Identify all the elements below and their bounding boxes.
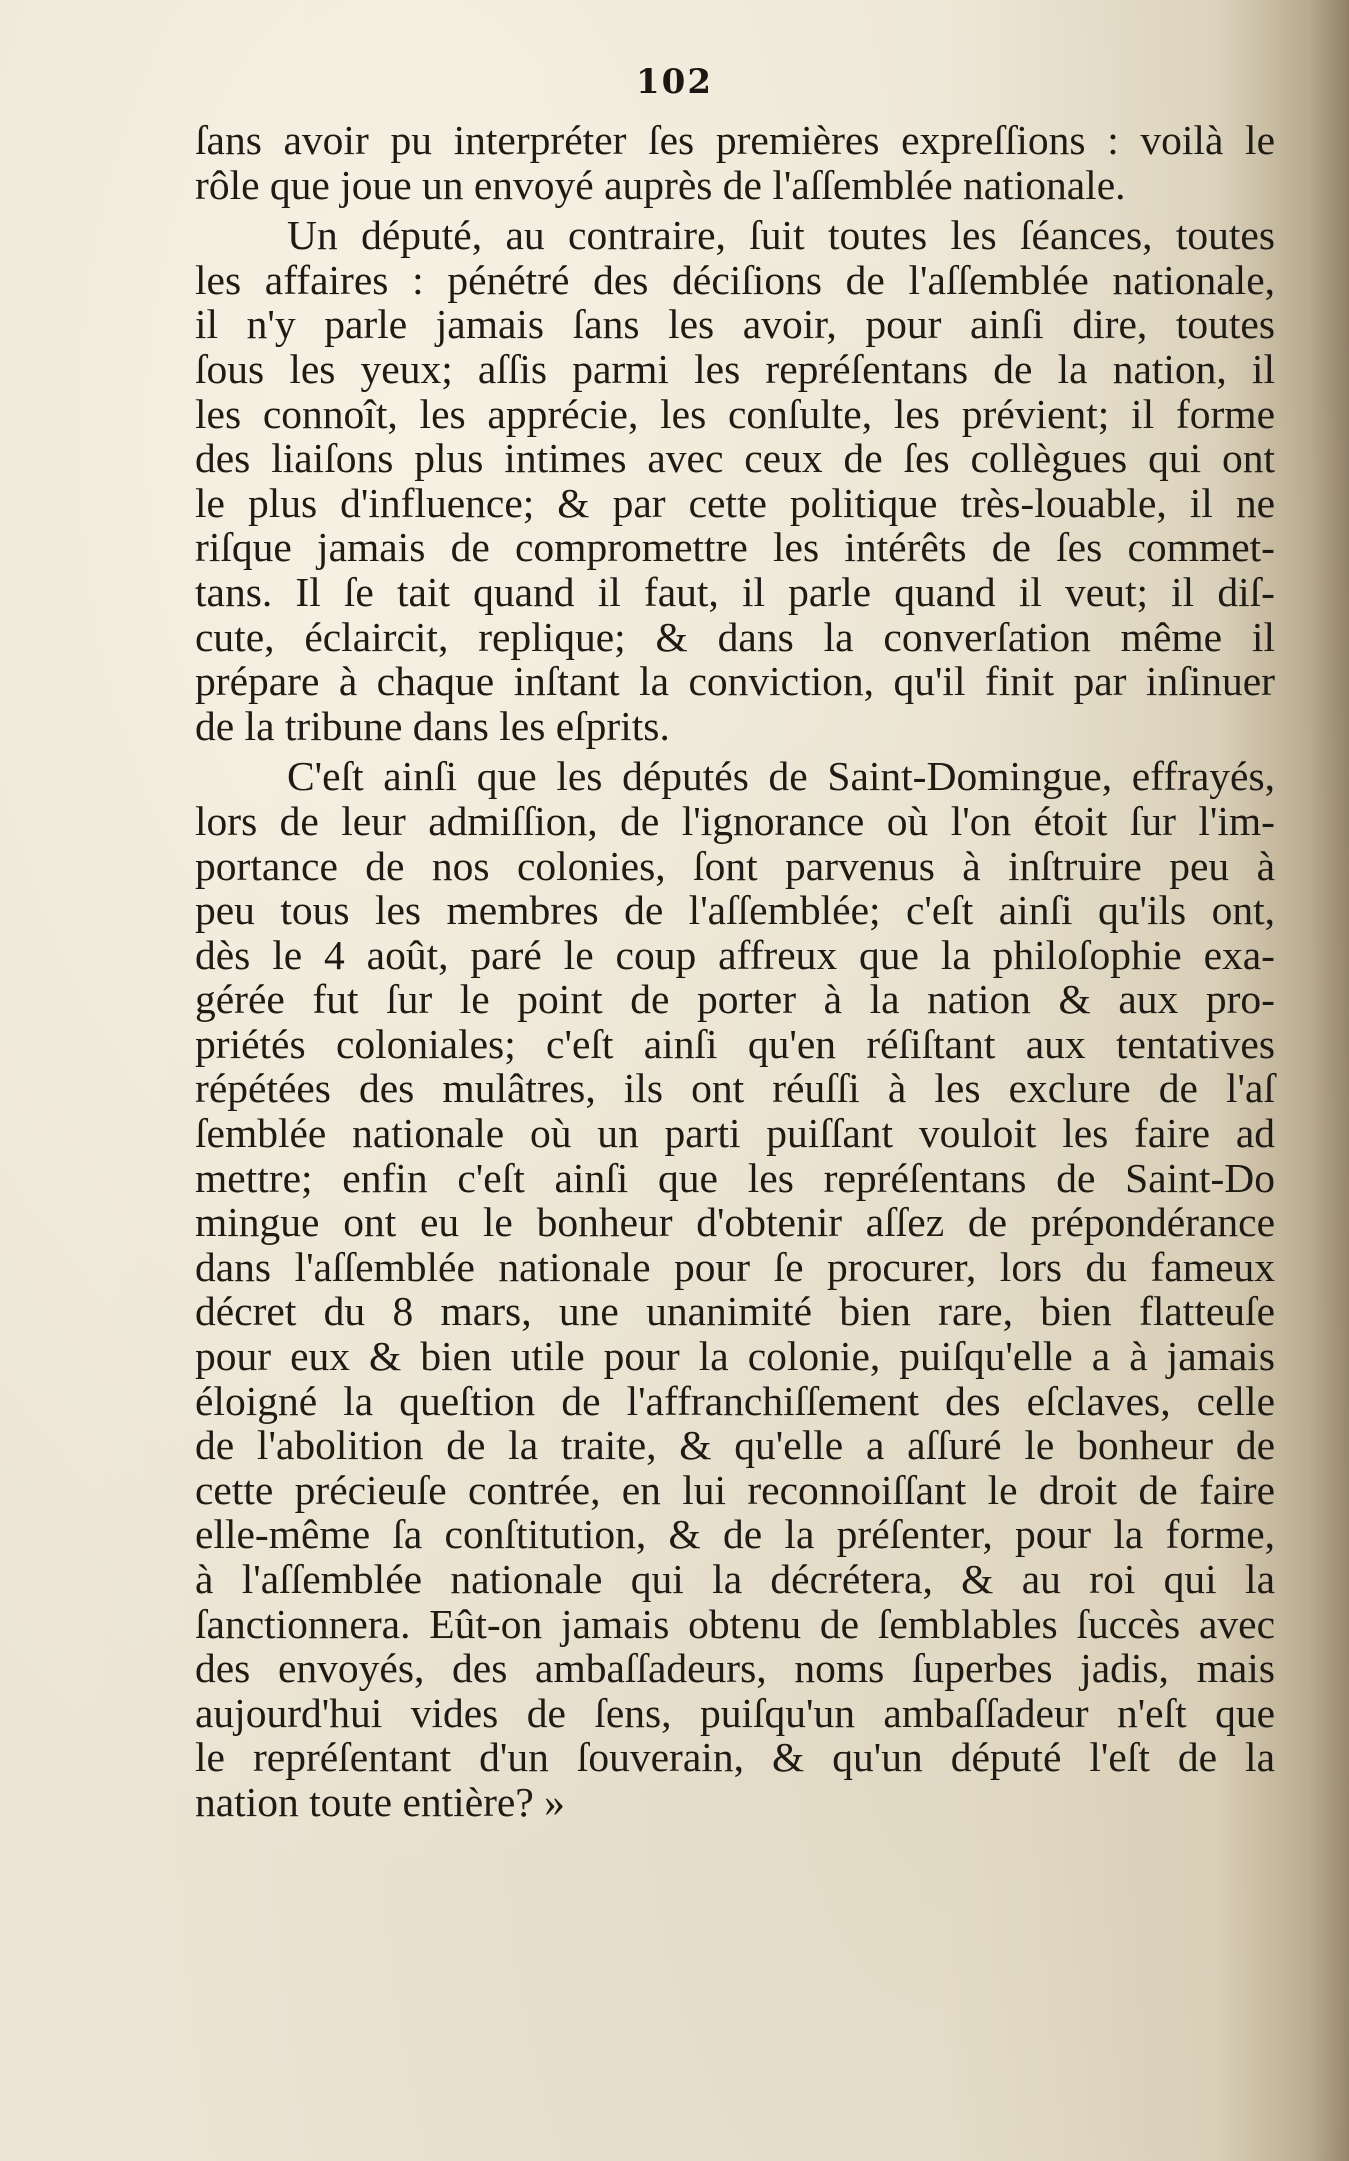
text-line: mettre; enfin c'eſt ainſi que les repréſentans de Saint-Do bbox=[195, 1154, 1275, 1201]
text-line: décret du 8 mars, une unanimité bien rare, bien flatteuſe bbox=[195, 1288, 1275, 1335]
text-line: C'eſt ainſi que les députés de Saint-Domingue, effrayés, bbox=[287, 753, 1275, 800]
text-line: ſans avoir pu interpréter ſes premières expreſſions : voilà le bbox=[195, 117, 1275, 163]
text-line: mingue ont eu le bonheur d'obtenir aſſez de prépondérance bbox=[195, 1199, 1275, 1246]
text-line: éloigné la queſtion de l'affranchiſſement des eſclaves, celle bbox=[195, 1377, 1275, 1424]
text-line: de l'abolition de la traite, & qu'elle a aſſuré le bonheur de bbox=[195, 1422, 1275, 1469]
text-line: nation toute entière? » bbox=[195, 1778, 565, 1825]
paragraph bbox=[195, 754, 1275, 1824]
paragraph bbox=[195, 118, 1275, 207]
text-line: des envoyés, des ambaſſadeurs, noms ſuperbes jadis, mais bbox=[195, 1645, 1275, 1692]
text-line: pour eux & bien utile pour la colonie, puiſqu'elle a à jamais bbox=[195, 1333, 1275, 1380]
text-line: tans. Il ſe tait quand il faut, il parle quand il veut; il diſ- bbox=[195, 568, 1275, 615]
text-line: priétés coloniales; c'eſt ainſi qu'en réſiſtant aux tentatives bbox=[195, 1020, 1275, 1067]
text-line: il n'y parle jamais ſans les avoir, pour ainſi dire, toutes bbox=[195, 301, 1275, 348]
page-number: 102 bbox=[636, 62, 713, 102]
text-line: aujourd'hui vides de ſens, puiſqu'un ambaſſadeur n'eſt que bbox=[195, 1689, 1275, 1736]
text-line: prépare à chaque inſtant la conviction, qu'il finit par inſinuer bbox=[195, 658, 1275, 705]
text-line: de la tribune dans les eſprits. bbox=[195, 702, 670, 749]
text-line: les affaires : pénétré des déciſions de l'aſſemblée nationale, bbox=[195, 256, 1275, 303]
text-line: dès le 4 août, paré le coup affreux que la philoſophie exa- bbox=[195, 931, 1275, 978]
text-line: ſous les yeux; aſſis parmi les repréſentans de la nation, il bbox=[195, 345, 1275, 392]
text-line: rôle que joue un envoyé auprès de l'aſſemblée nationale. bbox=[195, 161, 1126, 208]
text-line: cette précieuſe contrée, en lui reconnoiſſant le droit de faire bbox=[195, 1466, 1275, 1513]
text-line: répétées des mulâtres, ils ont réuſſi à les exclure de l'aſ bbox=[195, 1065, 1275, 1112]
text-line: elle-même ſa conſtitution, & de la préſenter, pour la forme, bbox=[195, 1511, 1275, 1558]
body-text bbox=[195, 118, 1275, 1825]
text-line: le plus d'influence; & par cette politique très-louable, il ne bbox=[195, 479, 1275, 526]
text-line: le repréſentant d'un ſouverain, & qu'un député l'eſt de la bbox=[195, 1734, 1275, 1781]
text-line: portance de nos colonies, ſont parvenus à inſtruire peu à bbox=[195, 842, 1275, 889]
text-line: ſanctionnera. Eût-on jamais obtenu de ſemblables ſuccès avec bbox=[195, 1600, 1275, 1647]
text-line: cute, éclaircit, replique; & dans la converſation même il bbox=[195, 613, 1275, 660]
text-line: ſemblée nationale où un parti puiſſant vouloit les faire ad bbox=[195, 1110, 1275, 1157]
paragraph bbox=[195, 213, 1275, 748]
text-line: des liaiſons plus intimes avec ceux de ſes collègues qui ont bbox=[195, 435, 1275, 482]
text-line: peu tous les membres de l'aſſemblée; c'eſt ainſi qu'ils ont, bbox=[195, 887, 1275, 934]
text-line: Un député, au contraire, ſuit toutes les ſéances, toutes bbox=[287, 212, 1275, 259]
text-line: à l'aſſemblée nationale qui la décrétera, & au roi qui la bbox=[195, 1556, 1275, 1602]
text-line: dans l'aſſemblée nationale pour ſe procurer, lors du fameux bbox=[195, 1243, 1275, 1290]
text-line: lors de leur admiſſion, de l'ignorance où l'on étoit ſur l'im- bbox=[195, 797, 1275, 844]
text-line: les connoît, les apprécie, les conſulte, les prévient; il forme bbox=[195, 390, 1275, 437]
text-line: gérée fut ſur le point de porter à la nation & aux pro- bbox=[195, 976, 1275, 1023]
text-line: riſque jamais de compromettre les intérêts de ſes commet- bbox=[195, 524, 1275, 571]
